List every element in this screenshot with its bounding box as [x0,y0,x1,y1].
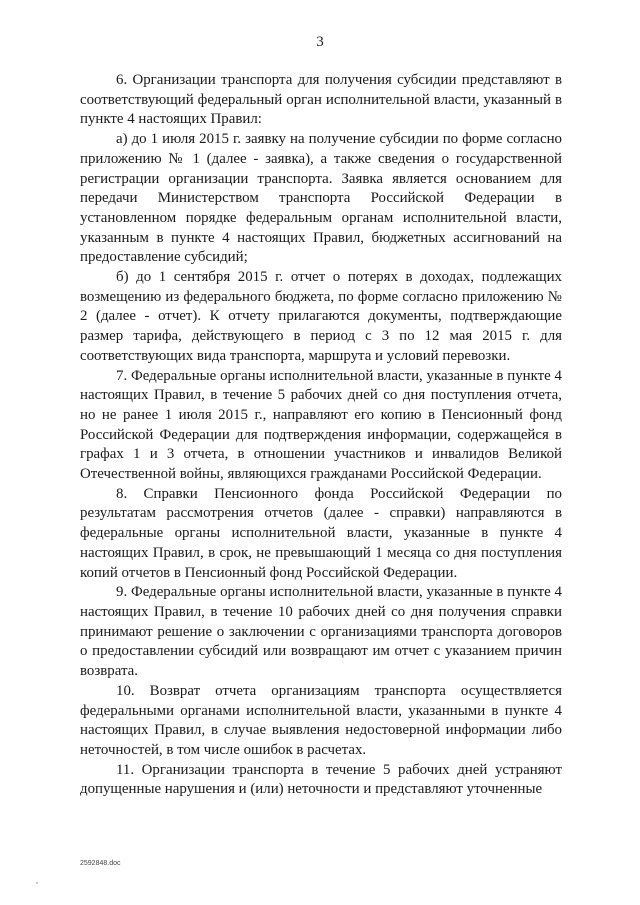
page-number: 3 [316,34,324,50]
paragraph-6b: б) до 1 сентября 2015 г. отчет о потерях в доходах, подлежащих возмещению из федерального бюджета, по форме согласно приложению № 2 (далее - отчет). К отчету прилагаются документы, подтверждающие размер тарифа, действующего в период с 3 по 12 мая 2015 г. для соответствующих вида транспорта, маршрута и условий перевозки. [80,269,562,364]
paragraph-6a: а) до 1 июля 2015 г. заявку на получение субсидии по форме согласно приложению № 1 (далее - заявка), а также сведения о государственной регистрации организации транспорта. Заявка является основанием для передачи Министерством транспорта Российской Федерации в установленном порядке федеральным органам исполнительной власти, указанным в пункте 4 настоящих Правил, бюджетных ассигнований на предоставление субсидий; [80,131,562,266]
document-body [80,71,562,800]
paragraph-6: 6. Организации транспорта для получения субсидии представляют в соответствующий федеральный орган исполнительной власти, указанный в пункте 4 настоящих Правил: [80,72,562,128]
footer-filename: 2592848.doc [80,860,121,867]
paragraph-7: 7. Федеральные органы исполнительной власти, указанные в пункте 4 настоящих Правил, в течение 5 рабочих дней со дня поступления отчета, но не ранее 1 июля 2015 г., направляют его копию в Пенсионный фонд Российской Федерации для подтверждения информации, содержащейся в графах 1 и 3 отчета, в отношении участников и инвалидов Великой Отечественной войны, являющихся гражданами Российской Федерации. [80,367,562,483]
scan-speck [36,882,38,884]
paragraph-8: 8. Справки Пенсионного фонда Российской Федерации по результатам рассмотрения отчетов (далее - справки) направляются в федеральные органы исполнительной власти, указанные в пункте 4 настоящих Правил, в срок, не превышающий 1 месяца со дня поступления копий отчетов в Пенсионный фонд Российской Федерации. [80,485,562,581]
paragraph-9: 9. Федеральные органы исполнительной власти, указанные в пункте 4 настоящих Правил, в течение 10 рабочих дней со дня получения справки принимают решение о заключении с организациями транспорта договоров о предоставлении субсидий или возвращают им отчет с указанием причин возврата. [80,584,562,680]
paragraph-10: 10. Возврат отчета организациям транспорта осуществляется федеральными органами исполнительной власти, указанными в пункте 4 настоящих Правил, в случае выявления недостоверной информации либо неточностей, в том числе ошибок в расчетах. [80,682,562,758]
paragraph-11: 11. Организации транспорта в течение 5 рабочих дней устраняют допущенные нарушения и (или) неточности и представляют уточненные [80,761,562,798]
